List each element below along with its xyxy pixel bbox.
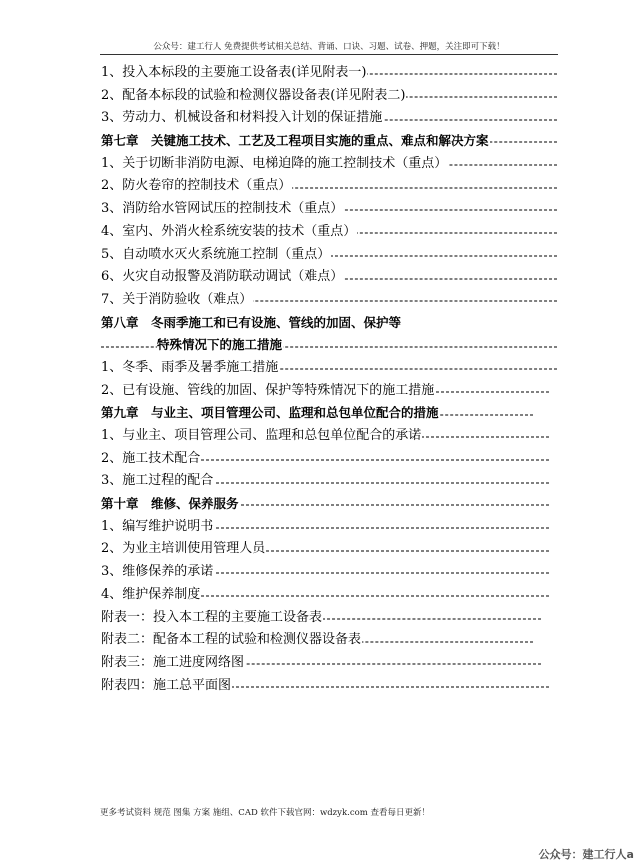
toc-entry-text: 2、施工技术配合 — [101, 450, 201, 466]
toc-entry — [101, 107, 557, 130]
toc-entry-text: 4、室内、外消火栓系统安装的技术（重点） — [101, 223, 357, 239]
header-divider — [100, 54, 558, 55]
toc-entry-text: 6、火灾自动报警及消防联动调试（难点） — [101, 269, 344, 285]
toc-entry-text: 附表二：配备本工程的试验和检测仪器设备表 — [101, 632, 362, 648]
toc-entry — [101, 538, 549, 561]
toc-entry — [101, 380, 549, 403]
table-of-contents — [101, 62, 557, 697]
toc-entry — [101, 312, 557, 335]
toc-entry — [101, 675, 549, 698]
toc-entry-text: 2、为业主培训使用管理人员 — [101, 541, 266, 557]
toc-entry-text: 1、编写维护说明书 — [101, 518, 214, 534]
toc-entry — [101, 62, 557, 85]
toc-entry — [101, 402, 533, 425]
toc-entry-text: 4、维护保养制度 — [101, 586, 201, 602]
page-header: 公众号：建工行人 免费提供考试相关总结、背诵、口诀、习题、试卷、押题，关注即可下载！ — [153, 42, 505, 52]
toc-entry-text: 3、施工过程的配合 — [101, 473, 214, 489]
toc-entry-text: 附表一：投入本工程的主要施工设备表 — [101, 609, 323, 625]
toc-entry-text: 附表三：施工进度网络图 — [101, 654, 245, 670]
toc-entry-text: 第七章 关键施工技术、工艺及工程项目实施的重点、难点和解决方案 — [101, 133, 489, 149]
toc-entry — [101, 334, 557, 357]
toc-entry — [101, 652, 541, 675]
toc-entry-text: 3、劳动力、机械设备和材料投入计划的保证措施 — [101, 110, 383, 126]
toc-entry-text: 3、维修保养的承诺 — [101, 564, 214, 580]
toc-entry — [101, 584, 549, 607]
toc-entry — [101, 221, 557, 244]
watermark: 公众号：建工行人a — [538, 848, 634, 861]
toc-entry — [101, 85, 557, 108]
toc-entry — [101, 470, 549, 493]
toc-entry-text: 5、自动喷水灭火系统施工控制（重点） — [101, 246, 331, 262]
toc-entry-text: 1、与业主、项目管理公司、监理和总包单位配合的承诺 — [101, 428, 422, 443]
toc-entry — [101, 266, 557, 289]
toc-entry — [101, 493, 549, 516]
toc-entry — [101, 607, 541, 630]
toc-entry-text: 7、关于消防验收（难点） — [101, 291, 253, 307]
toc-entry — [101, 425, 549, 448]
toc-entry-text: 2、防火卷帘的控制技术（重点） — [101, 178, 292, 194]
toc-entry-text: 第十章 维修、保养服务 — [101, 496, 239, 512]
toc-entry-text: 第八章 冬雨季施工和已有设施、管线的加固、保护等 — [101, 314, 402, 330]
toc-entry — [101, 153, 557, 176]
page-footer: 更多考试资料 规范 图集 方案 施组、CAD 软件下载官网：wdzyk.com 查看每日更新！ — [100, 808, 430, 818]
toc-entry-text: 2、已有设施、管线的加固、保护等特殊情况下的施工措施 — [101, 382, 435, 398]
toc-entry — [101, 516, 549, 539]
toc-entry — [101, 130, 557, 153]
toc-entry — [101, 357, 557, 380]
toc-entry-text: 1、投入本标段的主要施工设备表(详见附表一) — [101, 65, 367, 80]
toc-entry-text: 附表四：施工总平面图 — [101, 677, 232, 693]
toc-entry-text: 第九章 与业主、项目管理公司、监理和总包单位配合的措施 — [101, 405, 439, 421]
toc-entry-text: 特殊情况下的施工措施 — [157, 337, 283, 353]
toc-entry — [101, 289, 557, 312]
toc-entry-text: 1、冬季、雨季及暑季施工措施 — [101, 359, 279, 375]
toc-entry-text: 1、关于切断非消防电源、电梯迫降的施工控制技术（重点） — [101, 155, 448, 171]
toc-entry — [101, 629, 533, 652]
toc-entry — [101, 244, 557, 267]
toc-entry — [101, 448, 549, 471]
toc-entry — [101, 175, 557, 198]
toc-entry — [101, 561, 549, 584]
toc-entry-text: 3、消防给水管网试压的控制技术（重点） — [101, 201, 344, 217]
toc-entry — [101, 198, 557, 221]
toc-entry-text: 2、配备本标段的试验和检测仪器设备表(详见附表二) — [101, 87, 406, 103]
